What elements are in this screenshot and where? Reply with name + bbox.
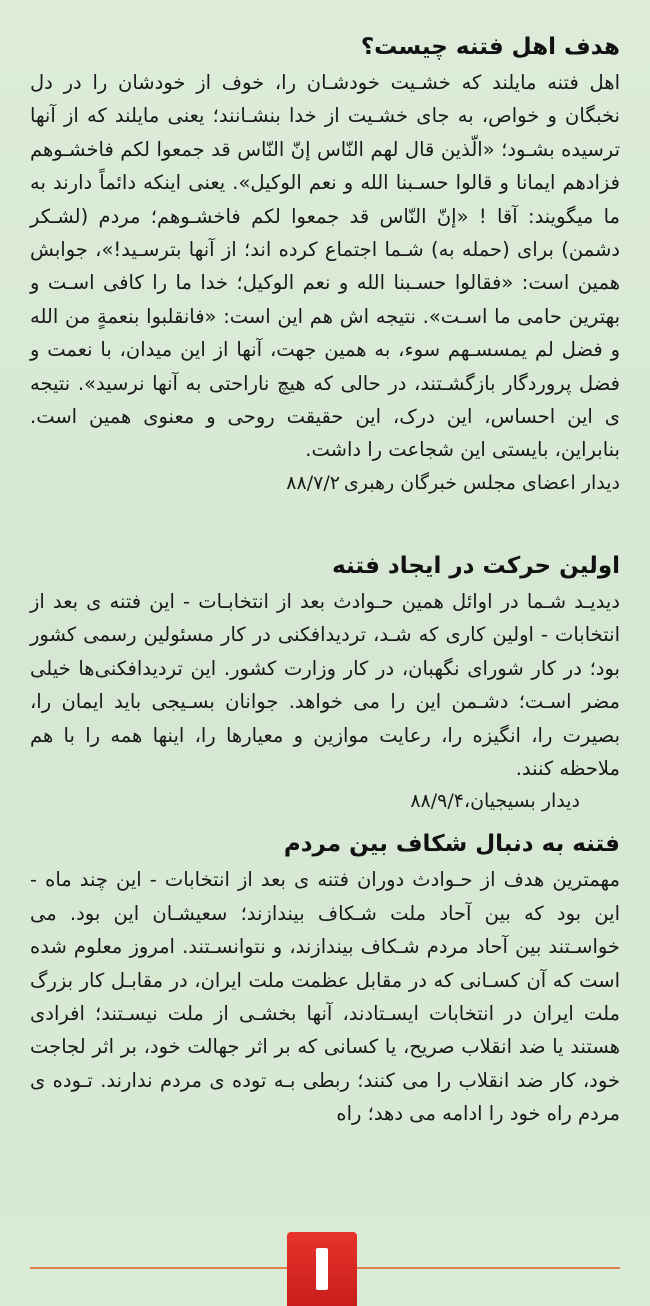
section-heading: اولین حرکت در ایجاد فتنه xyxy=(332,552,620,579)
section-division xyxy=(30,825,620,1130)
source-name: دیدار بسیجیان، xyxy=(463,790,580,813)
source-date: ۸۸/۷/۲ xyxy=(286,471,340,494)
source-name: دیدار اعضای مجلس خبرگان رهبری xyxy=(343,471,620,494)
source-citation xyxy=(30,467,620,499)
page-number-badge xyxy=(287,1232,357,1306)
section-heading: هدف اهل فتنه چیست؟ xyxy=(360,34,620,60)
source-date: ۸۸/۹/۴ xyxy=(410,790,464,813)
section-body: مهمترین هدف از حـوادث دوران فتنه ی بعد از انتخابات - این چند ماه - این بود که بین آحاد ملت شـکاف بیندازند؛ سعیشـان این بود. می خواسـتند بین آحاد مردم شـکاف بیندازند، و نتوانسـتند. امروز معلوم شده است که آن کسـانی که در مقابل عظمت ملت ایران، در مقابـل کار بزرگ ملت ایران در انتخابات ایسـتادند، آنها بخشـی از ملت نیسـتند؛ افرادی هستند یا ضد انقلاب صریح، یا کسانی که بر اثر جهالت خود، بر اثر لجاجت خود، کار ضد انقلاب را می کنند؛ ربطی بـه توده ی مردم ندارند. تـوده ی مردم راه خود را ادامه می دهد؛ راه xyxy=(30,868,620,1126)
section-first-move xyxy=(30,547,620,817)
section-fitna-goal xyxy=(30,28,620,499)
section-body: دیدیـد شـما در اوائل همین حـوادث بعد از انتخابـات - این فتنه ی بعد از انتخابات - اولین کاری که شـد، تردیدافکنی در کار مسئولین رسمی کشور بود؛ در کار شورای نگهبان، در کار وزارت کشور. این تردیدافکنی‌ها خیلی مضر اسـت؛ دشـمن این را می خواهد. جوانان بسـیجی باید ایمان را، بصیرت را، انگیزه را، رعایت موازین و معیارها را، اینها همه را با هم ملاحظه کنند. xyxy=(30,589,620,780)
section-spacer xyxy=(30,499,620,547)
source-citation xyxy=(30,785,620,817)
page-number-glyph xyxy=(316,1248,328,1290)
section-body: اهل فتنه مایلند که خشـیت خودشـان را، خوف از خودشان را در دل نخبگان و خواص، به جای خشـیت از خدا بنشـانند؛ یعنی مایلند که از آنها ترسیده بشـود؛ «الّذین قال لهم النّاس إنّ النّاس قد جمعوا لکم فاخشـوهم فزادهم ایمانا و قالوا حسـبنا الله و نعم الوکیل». یعنی اینکه دائماً دارند به ما میگویند: آقا ! «إنّ النّاس قد جمعوا لکم فاخشـوهم؛ مردم (لشـکر دشمن) برای (حمله به) شـما اجتماع کرده اند؛ از آنها بترسـید!»، جوابش همین است: «فقالوا حسـبنا الله و نعم الوکیل؛ خدا ما را کافی اسـت و بهترین حامی ما اسـت». نتیجه اش هم این است: «فانقلبوا بنعمةٍ من الله و فضل لم یمسسـهم سوء، به همین جهت، آنها از این میدان، با نعمت و فضل پروردگار بازگشـتند، در حالی که هیچ ناراحتی به آنها نرسید». نتیجه ی این احساس، این درک، این حقیقت روحی و معنوی همین است. بنابراین، بایستی این شجاعت را داشت. xyxy=(30,71,620,462)
section-heading: فتنه به دنبال شکاف بین مردم xyxy=(283,831,620,858)
section-spacer xyxy=(30,817,620,825)
text-column xyxy=(30,28,620,1131)
